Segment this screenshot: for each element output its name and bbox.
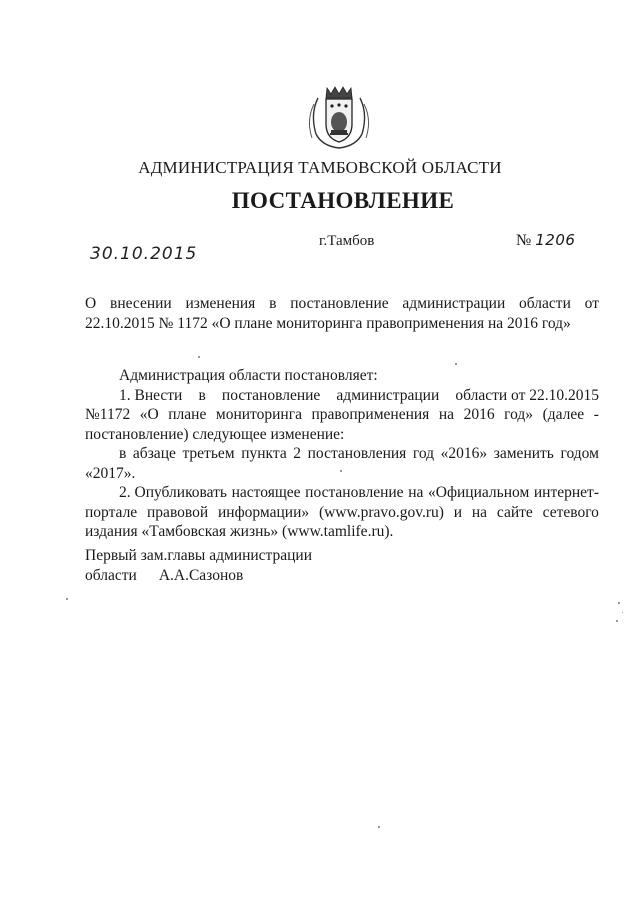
- body-line: постановление) следующее изменение:: [85, 425, 345, 443]
- body-line: №1172 «О плане мониторинга правоприменения на 2016 год» (далее -: [85, 406, 599, 423]
- signatory-name: А.А.Сазонов: [158, 567, 244, 584]
- subject-word: области: [519, 295, 571, 312]
- number-label: №: [516, 232, 532, 249]
- preamble: Администрация области постановляет:: [119, 367, 378, 384]
- signature-block: [85, 546, 312, 586]
- body-line: 2. Опубликовать настоящее постановление на «Официальном интернет-: [119, 484, 599, 501]
- organization-name: АДМИНИСТРАЦИЯ ТАМБОВСКОЙ ОБЛАСТИ: [138, 158, 502, 177]
- body-line: в абзаце третьем пункта 2 постановления год «2016» заменить годом: [119, 445, 599, 462]
- subject-line: 22.10.2015 № 1172 «О плане мониторинга правоприменения на 2016 год»: [85, 315, 571, 332]
- signatory-line: [85, 566, 312, 586]
- coat-of-arms-icon: [300, 84, 378, 150]
- subject-word: в: [269, 295, 277, 312]
- subject-word: О: [85, 295, 97, 312]
- body-line: «2017».: [85, 464, 136, 482]
- signatory-region: области: [85, 567, 137, 584]
- scan-speck: [618, 602, 620, 604]
- scan-speck: [455, 363, 457, 365]
- document-subject: [85, 294, 599, 334]
- document-title: ПОСТАНОВЛЕНИЕ: [231, 188, 455, 213]
- body-line: издания «Тамбовская жизнь» (www.tamlife.ru).: [85, 523, 394, 540]
- scan-speck: [66, 598, 68, 600]
- document-city: г.Тамбов: [319, 233, 375, 249]
- signatory-position: Первый зам.главы администрации: [85, 547, 313, 564]
- scan-speck: [340, 470, 342, 472]
- number-value: 1206: [535, 231, 576, 249]
- body-line: 1. Внести в постановление администрации области от 22.10.2015: [119, 386, 599, 404]
- document-date: 30.10.2015: [90, 244, 198, 264]
- scan-speck: [378, 826, 380, 828]
- scan-speck: [622, 612, 623, 613]
- subject-word: изменения: [185, 295, 256, 312]
- subject-word: постановление: [290, 295, 389, 312]
- scan-speck: [198, 356, 200, 358]
- subject-word: администрации: [402, 295, 506, 312]
- subject-line: [85, 294, 599, 314]
- body-line: портале правовой информации» (www.pravo.gov.ru) и на сайте сетевого: [85, 503, 599, 521]
- document-body: [85, 366, 599, 542]
- scan-speck: [616, 620, 618, 622]
- document-number: [516, 231, 575, 250]
- subject-word: внесении: [110, 295, 172, 312]
- subject-word: от: [584, 295, 599, 312]
